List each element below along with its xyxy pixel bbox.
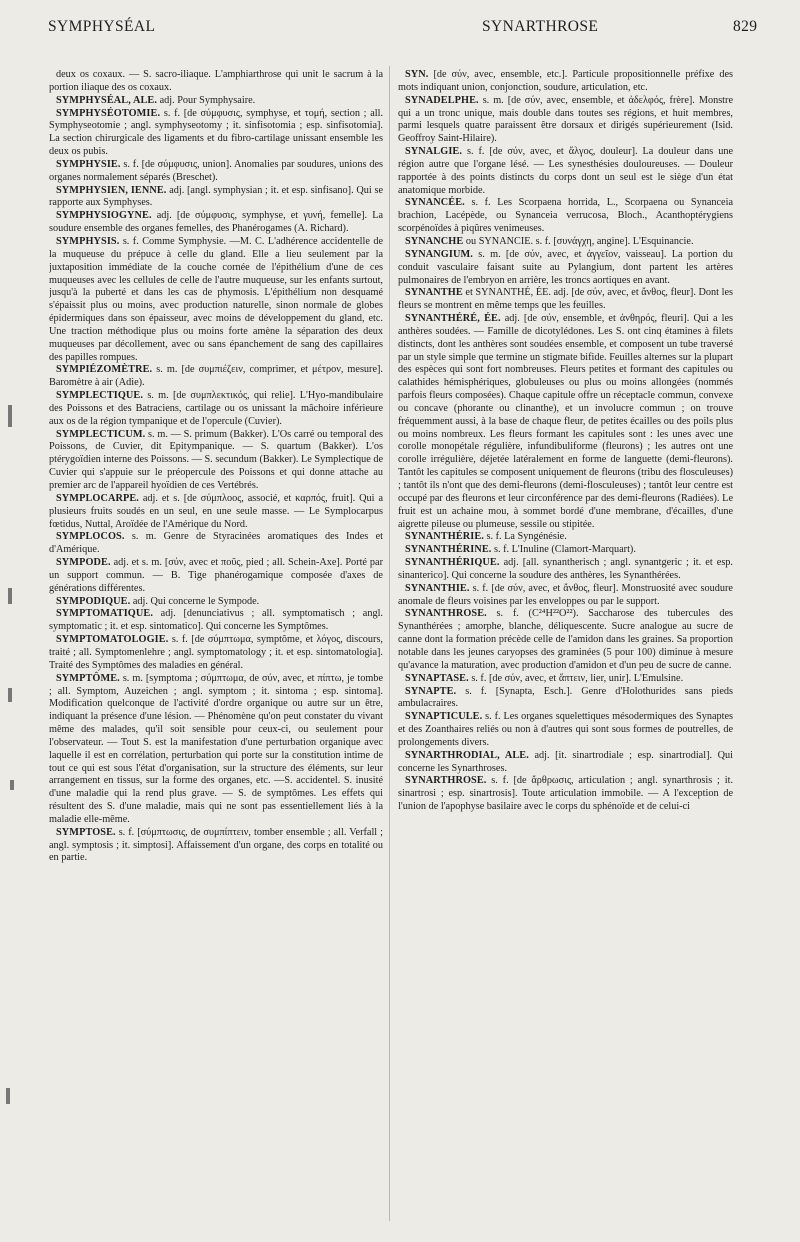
dictionary-entry — [49, 69, 383, 95]
entry-definition: adj. Qui concerne le Sympode. — [132, 595, 260, 607]
margin-mark — [8, 588, 12, 604]
dictionary-entry — [398, 236, 733, 249]
dictionary-entry — [49, 531, 383, 557]
dictionary-entry — [398, 673, 733, 686]
entry-headword: SYMPTÔME. — [56, 672, 120, 684]
dictionary-entry — [398, 608, 733, 672]
dictionary-entry — [49, 557, 383, 596]
dictionary-entry — [49, 596, 383, 609]
entry-definition: adj. et s. m. [σύν, avec et ποῦς, pied ; all. Schein-Axe]. Porté par un support commun. — B. Tige phanérogamique composée d'axes de générations différentes. — [49, 557, 383, 594]
entry-headword: SYNARTHRODIAL, ALE. — [405, 749, 529, 761]
entry-definition: s. m. [de σύν, avec, ensemble, et ἀδελφός, frère]. Monstre qui a un tronc unique, mais double dans toutes ses régions, et huit membres, parmi lesquels quatre paraissent être dorsaux et dirigés supérieurement (Isid. Geoffroy Saint-Hilaire). — [398, 94, 733, 145]
entry-definition: adj. Pour Symphysaire. — [159, 94, 256, 106]
dictionary-entry — [398, 146, 733, 197]
entry-headword: SYMPODIQUE. — [56, 595, 131, 607]
dictionary-entry — [49, 108, 383, 159]
entry-definition: adj. [de σύν, ensemble, et ἀνθηρός, fleuri]. Qui a les anthères soudées. — Famille de dicotylédones. Les S. ont cinq étamines à filets distincts, dont les anthères sont soudées ensemble, et composent un tube traversé par un style simple que termine un stigmate bifide. Feuilles alternes sur la plupart des espèces qui sont fort nombreuses. Fleurs petites et formant des capitules ou calathides hémisphériques, globuleuses ou plus ou moins allongées (nommés parfois fleurs composées). Chaque capitule offre un réceptacle commun, convexe ou concave (phorante ou clinanthe), et un involucre commun ; on trouve fréquemment aussi, à la base de chaque fleur, de petites écailles ou des poils plus ou moins nombreux. Les fleurs formant les capitules sont : les unes avec une corolle monopétale régulière, infundibuliforme (fleurons) ; les autres ont une corolle irrégulière, déjetée latéralement en forme de languette (demi-fleurons). Tantôt les capitules se composent uniquement de fleurons (tribu des flosculeuses) ; tantôt ils n'ont que des demi-fleurons (demi-flosculeuses) ; tantôt leur centre est occupé par des fleurons et leur circonférence par des demi-fleurons (Radiées). Le fruit est un achaine mou, à sommet bordé d'une membrane, d'écailles, d'une aigrette pileuse ou plumeuse, sessile ou stipitée. — [398, 313, 733, 530]
entry-headword: SYNAPTICULE. — [405, 711, 483, 723]
entry-headword: SYMPLECTIQUE. — [56, 390, 144, 402]
entry-definition: s. f. [de σύμφυσις, union]. Anomalies par soudures, unions des organes normalement séparés (Breschet). — [49, 158, 383, 183]
entry-definition: adj. [it. sinartrodiale ; esp. sinartrodial]. Qui concerne les Synarthroses. — [398, 749, 733, 774]
header-right-guide-word: SYNARTHROSE — [482, 18, 599, 35]
dictionary-entry — [398, 686, 733, 712]
left-column — [49, 69, 383, 1219]
entry-headword: SYMPTOMATOLOGIE. — [56, 634, 169, 646]
column-divider — [389, 66, 390, 1221]
entry-headword: SYNANGIUM. — [405, 248, 473, 260]
entry-headword: SYN. — [405, 69, 429, 80]
dictionary-entry — [49, 608, 383, 634]
entry-headword: SYNANCÉE. — [405, 197, 465, 209]
entry-definition: deux os coxaux. — S. sacro-iliaque. L'amphiarthrose qui unit le sacrum à la portion iliaque des os coxaux. — [49, 69, 383, 93]
entry-headword: SYMPHYSIEN, IENNE. — [56, 184, 167, 196]
entry-definition: adj. et s. [de σύμπλοος, associé, et καρπός, fruit]. Qui a plusieurs fruits soudés en un seul, en une seule masse. — Le Symplocarpus fœtidus, Nuttal, Aroïdée de l'Amérique du Nord. — [49, 492, 383, 530]
entry-headword: SYMPODE. — [56, 557, 111, 569]
entry-definition: s. f. Comme Symphysie. —M. C. L'adhérence accidentelle de la muqueuse du prépuce à celle du gland. Elle a lieu seulement par la juxtaposition immédiate de la couche cornée de l'épithélium d'une de ces muqueuses avec les cellules de celle de l'autre muqueuse, sur les enfants surtout, jusqu'à la puberté et dans les cas de phymosis. L'épithélium non desquamé s'épaissit plus ou moins, avec production naturelle, sinon normale de globes épidermiques dans son épaisseur, avec moins de développement du gland, etc. Une traction méthodique plus ou moins forte amène la séparation des deux muqueuses par décollement, avec ou sans épanchement de sang des capillaires des papilles rompues. — [49, 235, 383, 363]
dictionary-entry — [398, 557, 733, 583]
entry-definition: s. f. [σύμπτωσις, de συμπίπτειν, tomber ensemble ; all. Verfall ; angl. symptosis ; it. simptosi]. Affaissement d'un organe, des corps en totalité ou en partie. — [49, 826, 383, 864]
dictionary-entry — [49, 236, 383, 364]
entry-definition: s. m. — S. primum (Bakker). L'Os carré ou temporal des Poissons, de Cuvier, dit Epitympanique. — S. quartum (Bakker). L'os ptérygoïdien interne des Poissons. — S. secundum (Bakker). Le Symplectique de Cuvier qui s'appuie sur le préopercule des Poissons et qui donne attache au premier arc de l'appareil hyoïdien de ces Vertébrés. — [49, 428, 383, 491]
dictionary-entry — [398, 750, 733, 776]
dictionary-entry — [49, 364, 383, 390]
entry-headword: SYNANTHIE. — [405, 582, 470, 594]
entry-headword: SYNADELPHE. — [405, 94, 479, 106]
entry-definition: s. f. [de σύν, avec, et ἄλγος, douleur]. La douleur dans une région autre que l'organe lésé. — Les synesthésies douloureuses. — Douleur rapportée à des points distincts du corps dont un seul est le siège d'un état anatomique morbide. — [398, 146, 733, 196]
entry-definition: s. f. [de σύν, avec, et ἅπτειν, lier, unir]. L'Emulsine. — [471, 672, 684, 684]
entry-headword: SYNANTHÉRIQUE. — [405, 557, 500, 569]
entry-definition: adj. [de σύμφυσις, symphyse, et γυνή, femelle]. La soudure ensemble des organes femelles, des Phanérogames (A. Richard). — [49, 210, 383, 235]
entry-headword: SYMPHYSIOGYNE. — [56, 210, 152, 222]
entry-definition: adj. [all. synantherisch ; angl. synantgeric ; it. et esp. sinanterico]. Qui concerne la soudure des anthères, les Synanthérées. — [398, 557, 733, 581]
entry-definition: s. f. (C²⁴H²²O²²). Saccharose des tubercules des Synanthérées ; amorphe, blanche, déliquescente. Sucre analogue au sucre de canne dont la formation précède celle de l'amidon dans les graines. Sa proportion notable dans les jeunes caryopses des graminées (5 pour 100) diminue à mesure qu'avance la maturation, avec production d'amidon et d'un peu de sucre de canne. — [398, 608, 733, 671]
dictionary-entry — [49, 185, 383, 211]
entry-headword: SYNANTHROSE. — [405, 608, 487, 620]
dictionary-entry — [398, 69, 733, 95]
margin-mark — [10, 780, 14, 790]
entry-definition: s. f. [Synapta, Esch.]. Genre d'Holothurides sans pieds ambulacraires. — [398, 685, 733, 710]
entry-definition: s. f. Les Scorpaena horrida, L., Scorpaena ou Synanceia brachion, Lacépède, ou Synanceia verrucosa, Bloch., Acanthoptérygiens scorpénoïdes à piqûres venimeuses. — [398, 197, 733, 235]
header-left-guide-word: SYMPHYSÉAL — [48, 18, 156, 35]
entry-headword: SYNAPTE. — [405, 685, 457, 697]
entry-definition: et SYNANTHÉ, ÉE. adj. [de σύν, avec, et ἄνθος, fleur]. Dont les fleurs se montrent en même temps que les feuilles. — [398, 287, 733, 312]
entry-headword: SYNALGIE. — [405, 146, 463, 158]
running-header — [0, 14, 800, 38]
margin-mark — [8, 405, 12, 427]
entry-definition: s. f. La Syngénésie. — [486, 531, 567, 543]
entry-headword: SYNANTHÉRIE. — [405, 531, 484, 543]
entry-headword: SYNANTHÉRINE. — [405, 544, 492, 556]
entry-definition: adj. [angl. symphysian ; it. et esp. sinfisano]. Qui se rapporte aux Symphyses. — [49, 184, 383, 209]
dictionary-entry — [398, 197, 733, 236]
entry-definition: ou SYNANCIE. s. f. [συνάγχη, angine]. L'Esquinancie. — [465, 235, 694, 247]
entry-definition: s. m. Genre de Styracinées aromatiques des Indes et d'Amérique. — [49, 531, 383, 556]
page-number: 829 — [733, 18, 758, 35]
margin-mark — [8, 688, 12, 702]
right-column — [398, 69, 733, 1219]
entry-definition: s. m. [symptoma ; σύμπτωμα, de σύν, avec, et πίπτω, je tombe ; all. Symptom, Auzeichen ; angl. symptom ; it. sintoma ; esp. sintoma]. Modification quelconque de l'activité d'ordre organique ou autre sur un être, indiquant la présence d'une lésion. — Phénomène qu'on peut constater du vivant même des malades, qu'il soit sensible pour ceux-ci, ou seulement pour l'observateur. — Tout S. est la manifestation d'une perturbation organique avec laquelle il est en corrélation, perturbation qui porte sur la constitution intime de tout ce qui est sous l'état d'organisation, sur la structure des éléments, sur leur arrangement en tissus, sur la forme des organes, etc. —S. accidentel. S. inusité d'une maladie qui la rend plus grave. — S. de symptômes. Les effets qui résultent des S. d'une maladie, mais qui ne sont pas essentiellement liés à la maladie elle-même. — [49, 672, 383, 825]
entry-definition: s. f. Les organes squelettiques mésodermiques des Synaptes et des Zoanthaires reliés ou non à d'autres qui sont sous formes de poutrelles, de prolongements divers. — [398, 711, 733, 748]
entry-definition: s. m. [de σύν, avec, et ἀγγεῖον, vaisseau]. La portion du conduit vasculaire faisant suite au Pylangium, dont partent les artères pulmonaires de l'embryon en arrière, les troncs aortiques en avant. — [398, 248, 733, 286]
dictionary-entry — [398, 249, 733, 288]
entry-headword: SYMPTOSE. — [56, 826, 116, 838]
entry-definition: [de σύν, avec, ensemble, etc.]. Particule propositionnelle préfixe des mots indiquant union, conjonction, soudure, articulation, etc. — [398, 69, 733, 93]
dictionary-entry — [398, 313, 733, 531]
dictionary-entry — [49, 390, 383, 429]
dictionary-entry — [49, 95, 383, 108]
dictionary-entry — [49, 159, 383, 185]
entry-definition: s. f. L'Inuline (Clamort-Marquart). — [494, 544, 636, 556]
dictionary-entry — [49, 493, 383, 532]
margin-mark — [6, 1088, 10, 1104]
entry-headword: SYMPHYSIS. — [56, 235, 120, 247]
entry-headword: SYNAPTASE. — [405, 672, 469, 684]
entry-headword: SYMPLOCARPE. — [56, 492, 139, 504]
dictionary-entry — [398, 775, 733, 814]
entry-definition: adj. [denunciativus ; all. symptomatisch ; angl. symptomatic ; it. et esp. sintomatico]. Qui concerne les Symptômes. — [49, 608, 383, 633]
entry-headword: SYMPLECTICUM. — [56, 428, 146, 440]
dictionary-entry — [398, 544, 733, 557]
entry-headword: SYMPTOMATIQUE. — [56, 608, 153, 620]
entry-definition: s. f. [de σύμπτωμα, symptôme, et λόγος, discours, traité ; all. Symptomenlehre ; angl. symptomatology ; it. et esp. sintomatologia]. Traité des Symptômes des maladies en général. — [49, 634, 383, 671]
entry-headword: SYNANTHÉRÉ, ÉE. — [405, 313, 501, 325]
entry-definition: s. f. [de σύμφυσις, symphyse, et τομή, section ; all. Symphyseotomie ; angl. symphyseotomy ; it. sinfisotomia ; esp. sinfisotomia]. La section chirurgicale des ligaments et du fibro-cartilage unissant ensemble les deux os pubis. — [49, 107, 383, 158]
dictionary-entry — [49, 673, 383, 827]
entry-headword: SYMPIÉZOMÈTRE. — [56, 364, 153, 376]
dictionary-entry — [49, 210, 383, 236]
entry-headword: SYNARTHROSE. — [405, 775, 487, 787]
entry-definition: s. m. [de συμπιέζειν, comprimer, et μέτρον, mesure]. Baromètre à air (Adie). — [49, 364, 383, 389]
entry-definition: s. m. [de συμπλεκτικός, qui relie]. L'Hyo-mandibulaire des Poissons et des Batraciens, cartilage ou os unissant la mâchoire inférieure aux os de la région tympanique et de l'opercule (Cuvier). — [49, 390, 383, 427]
dictionary-entry — [398, 95, 733, 146]
entry-headword: SYMPHYSIE. — [56, 158, 121, 170]
entry-headword: SYMPHYSÉOTOMIE. — [56, 107, 161, 119]
entry-headword: SYMPLOCOS. — [56, 531, 125, 543]
entry-definition: s. f. [de σύν, avec, et ἄνθος, fleur]. Monstruosité avec soudure anomale de fleurs voisines par les enveloppes ou par le support. — [398, 582, 733, 607]
dictionary-entry — [398, 583, 733, 609]
dictionary-entry — [398, 287, 733, 313]
dictionary-entry — [398, 711, 733, 750]
dictionary-entry — [398, 531, 733, 544]
entry-headword: SYNANCHE — [405, 235, 464, 247]
dictionary-entry — [49, 634, 383, 673]
entry-headword: SYMPHYSÉAL, ALE. — [56, 94, 157, 106]
entry-headword: SYNANTHE — [405, 287, 463, 299]
entry-definition: s. f. [de ἄρθρωσις, articulation ; angl. synarthrosis ; it. sinartrosi ; esp. sinartrosis]. Toute articulation immobile. — A l'exception de l'union de l'apophyse basilaire avec le corps du sphénoïde et de celui-ci — [398, 775, 733, 813]
dictionary-entry — [49, 429, 383, 493]
dictionary-entry — [49, 827, 383, 866]
